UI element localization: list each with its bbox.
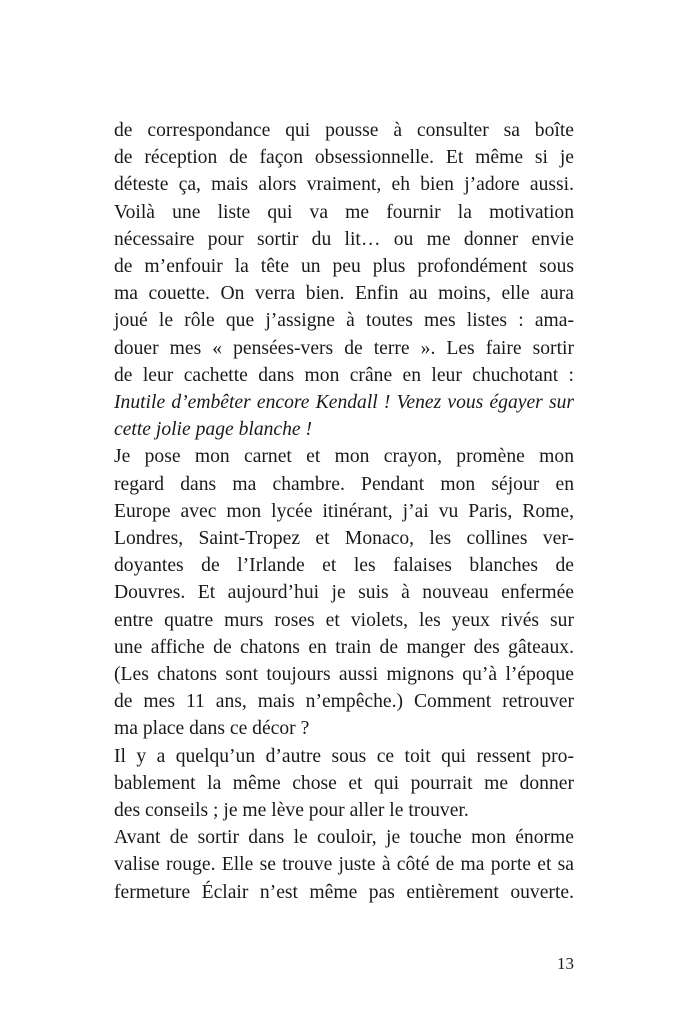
text-line: Il y a quelqu’un d’autre sous ce toit qui ressent pro-: [114, 745, 574, 767]
page-number: 13: [557, 954, 574, 973]
text-line: valise rouge. Elle se trouve juste à côté de ma porte et sa: [114, 854, 574, 876]
text-line: des conseils ; je me lève pour aller le trouver.: [114, 800, 469, 822]
text-line: Je pose mon carnet et mon crayon, promène mon: [114, 446, 574, 468]
text-line: de réception de façon obsessionnelle. Et même si je: [114, 147, 574, 169]
text-line: joué le rôle que j’assigne à toutes mes listes : ama-: [114, 310, 574, 332]
text-line: Londres, Saint-Tropez et Monaco, les collines ver-: [114, 528, 574, 550]
text-line: de mes 11 ans, mais n’empêche.) Comment retrouver: [114, 691, 574, 713]
text-line: fermeture Éclair n’est même pas entièrement ouverte.: [114, 881, 574, 903]
text-line: Inutile d’embêter encore Kendall ! Venez vous égayer sur: [114, 392, 574, 414]
text-line: doyantes de l’Irlande et les falaises blanches de: [114, 555, 574, 577]
text-line: cette jolie page blanche !: [114, 419, 313, 441]
text-line: Voilà une liste qui va me fournir la motivation: [114, 201, 574, 223]
text-line: ma couette. On verra bien. Enfin au moins, elle aura: [114, 283, 574, 305]
text-line: regard dans ma chambre. Pendant mon séjour en: [114, 473, 574, 495]
text-line: douer mes « pensées-vers de terre ». Les faire sortir: [114, 337, 574, 359]
text-line: Avant de sortir dans le couloir, je touche mon énorme: [114, 827, 574, 849]
text-line: de m’enfouir la tête un peu plus profondément sous: [114, 256, 574, 278]
text-line: bablement la même chose et qui pourrait me donner: [114, 772, 574, 794]
text-line: de correspondance qui pousse à consulter sa boîte: [114, 120, 574, 141]
text-line: entre quatre murs roses et violets, les yeux rivés sur: [114, 609, 574, 631]
text-line: nécessaire pour sortir du lit… ou me donner envie: [114, 228, 574, 250]
text-line: Europe avec mon lycée itinérant, j’ai vu Paris, Rome,: [114, 500, 574, 522]
text-line: Douvres. Et aujourd’hui je suis à nouveau enfermée: [114, 582, 574, 604]
text-line: ma place dans ce décor ?: [114, 718, 310, 740]
text-line: de leur cachette dans mon crâne en leur chuchotant :: [114, 364, 574, 386]
body-text: [114, 117, 574, 906]
text-line: une affiche de chatons en train de manger des gâteaux.: [114, 636, 574, 658]
text-line: déteste ça, mais alors vraiment, eh bien j’adore aussi.: [114, 174, 574, 196]
text-line: (Les chatons sont toujours aussi mignons qu’à l’époque: [114, 664, 574, 686]
